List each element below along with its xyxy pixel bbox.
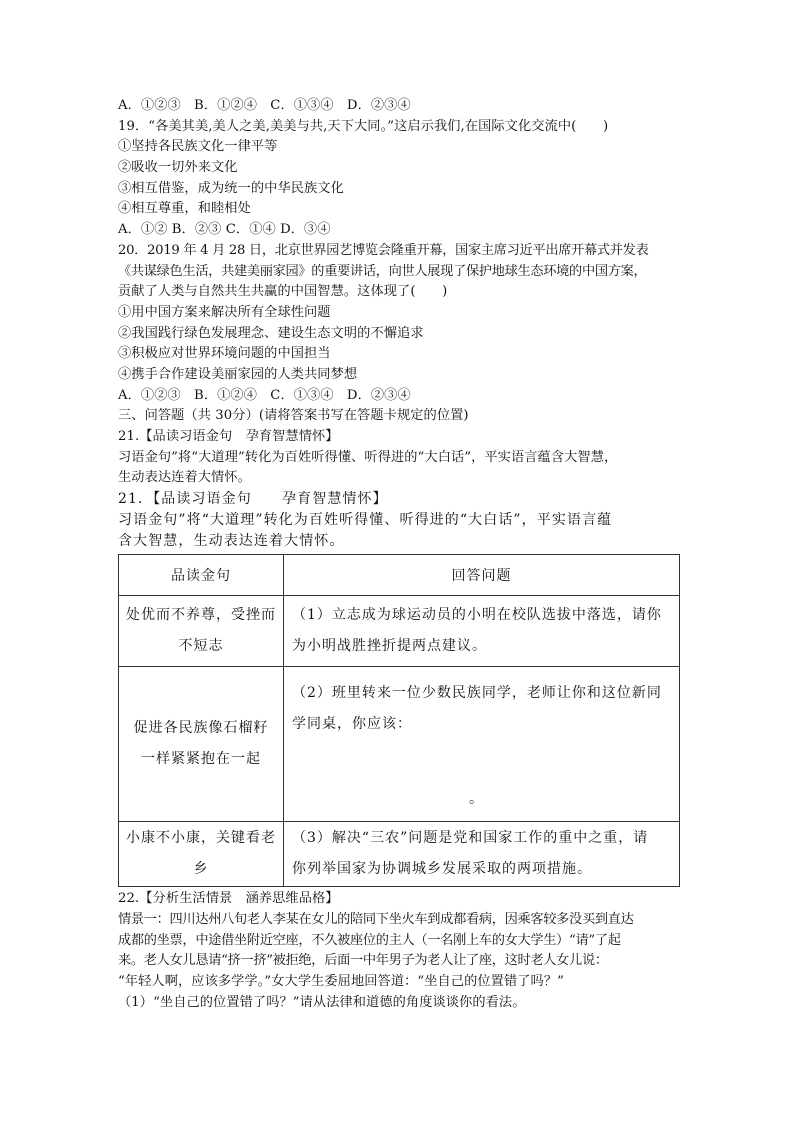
q21-intro-repeat-2: 含大智慧，生动表达连着大情怀。 — [118, 533, 345, 550]
q21-title: 21.【品读习语金句 孕育智慧情怀】 — [118, 429, 339, 444]
q22-scenario-2: 成都的坐票，中途借坐附近空座，不久被座位的主人（一名刚上车的女大学生）“请”了起 — [118, 932, 621, 948]
q21-title-repeat: 21．【品读习语金句 孕育智慧情怀】 — [118, 491, 388, 508]
table-row — [119, 596, 680, 667]
question-line: （2）班里转来一位少数民族同学，老师让你和这位新同 — [292, 685, 662, 701]
quote-cell — [119, 596, 284, 667]
q18-options: A．①②③ B．①②④ C．①③④ D．②③④ — [118, 98, 411, 113]
q20-stem-1: 20．2019 年 4 月 28 日，北京世界园艺博览会隆重开幕，国家主席习近平出席开幕式并发表 — [118, 242, 649, 258]
q19-item-2: ②吸收一切外来文化 — [118, 160, 238, 176]
question-line: 你列举国家为协调城乡发展采取的两项措施。 — [292, 861, 592, 877]
q21-intro-2: 生动表达连着大情怀。 — [118, 470, 251, 486]
question-line: （3）解决“三农”问题是党和国家工作的重中之重，请 — [292, 830, 649, 846]
question-line: （1）立志成为球运动员的小明在校队选拔中落选，请你 — [292, 607, 662, 623]
question-cell — [284, 596, 680, 667]
q22-scenario-1: 情景一：四川达州八旬老人李某在女儿的陪同下坐火车到成都看病，因乘客较多没买到直达 — [118, 911, 634, 927]
quote-line: 促进各民族像石榴籽 — [133, 720, 269, 736]
quote-line: 小康不小康，关键看老 — [126, 830, 276, 846]
q19-stem: 19．“各美其美,美人之美,美美与共,天下大同。”这启示我们,在国际文化交流中( ) — [118, 118, 609, 134]
quote-line: 乡 — [193, 861, 209, 877]
q20-item-1: ①用中国方案来解决所有全球性问题 — [118, 304, 331, 320]
q19-item-3: ③相互借鉴，成为统一的中华民族文化 — [118, 180, 344, 196]
q22-title: 22.【分析生活情景 涵养思维品格】 — [118, 891, 339, 906]
quote-cell — [119, 667, 284, 822]
q21-intro-repeat-1: 习语金句”将“大道理”转化为百姓听得懂、听得进的“大白话”，平实语言蕴 — [118, 512, 613, 529]
question-cell — [284, 667, 680, 822]
q22-scenario-3: 来。老人女儿恳请“挤一挤”被拒绝，后面一中年男子为老人让了座，这时老人女儿说： — [118, 953, 608, 969]
q20-item-4: ④携手合作建设美丽家园的人类共同梦想 — [118, 366, 358, 382]
q20-options: A．①②③ B．①②④ C．①③④ D．②③④ — [118, 387, 411, 403]
top-text-block — [118, 96, 678, 552]
q20-stem-3: 贡献了人类与自然共生共赢的中国智慧。这体现了( ) — [118, 284, 448, 300]
q21-intro-1: 习语金句”将“大道理”转化为百姓听得懂、听得进的“大白话”，平实语言蕴含大智慧， — [118, 449, 618, 465]
header-question: 回答问题 — [284, 555, 680, 596]
section-three-heading: 三、问答题（共 30分）(请将答案书写在答题卡规定的位置) — [118, 408, 469, 424]
quote-line: 一样紧紧抱在一起 — [141, 751, 261, 767]
q20-item-3: ③积极应对世界环境问题的中国担当 — [118, 346, 331, 362]
table-row — [119, 667, 680, 822]
quote-line: 处优而不养尊，受挫而 — [126, 607, 276, 623]
q19-item-1: ①坚持各民族文化一律平等 — [118, 139, 278, 155]
quote-line: 不短志 — [178, 638, 224, 654]
table-row — [119, 822, 680, 887]
q22-question-1: （1）“坐自己的位置错了吗？”请从法律和道德的角度谈谈你的看法。 — [118, 994, 526, 1010]
q21-table — [118, 554, 680, 887]
q19-options: A．①② B．②③ C．①④ D．③④ — [118, 222, 331, 238]
quote-cell — [119, 822, 284, 887]
answer-blank-end: 。 — [469, 791, 484, 807]
q20-item-2: ②我国践行绿色发展理念、建设生态文明的不懈追求 — [118, 325, 424, 341]
q20-stem-2: 《共谋绿色生活，共建美丽家园》的重要讲话，向世人展现了保护地球生态环境的中国方案， — [118, 263, 647, 279]
q19-item-4: ④相互尊重，和睦相处 — [118, 201, 251, 217]
header-quote: 品读金句 — [119, 555, 284, 596]
question-line: 为小明战胜挫折提两点建议。 — [292, 638, 487, 654]
q22-text-block — [118, 889, 678, 1014]
question-cell — [284, 822, 680, 887]
q22-scenario-4: “年轻人啊，应该多学学。”女大学生委屈地回答道：“坐自己的位置错了吗？” — [118, 974, 564, 990]
table-header-row — [119, 555, 680, 596]
question-line: 学同桌，你应该： — [292, 716, 412, 732]
